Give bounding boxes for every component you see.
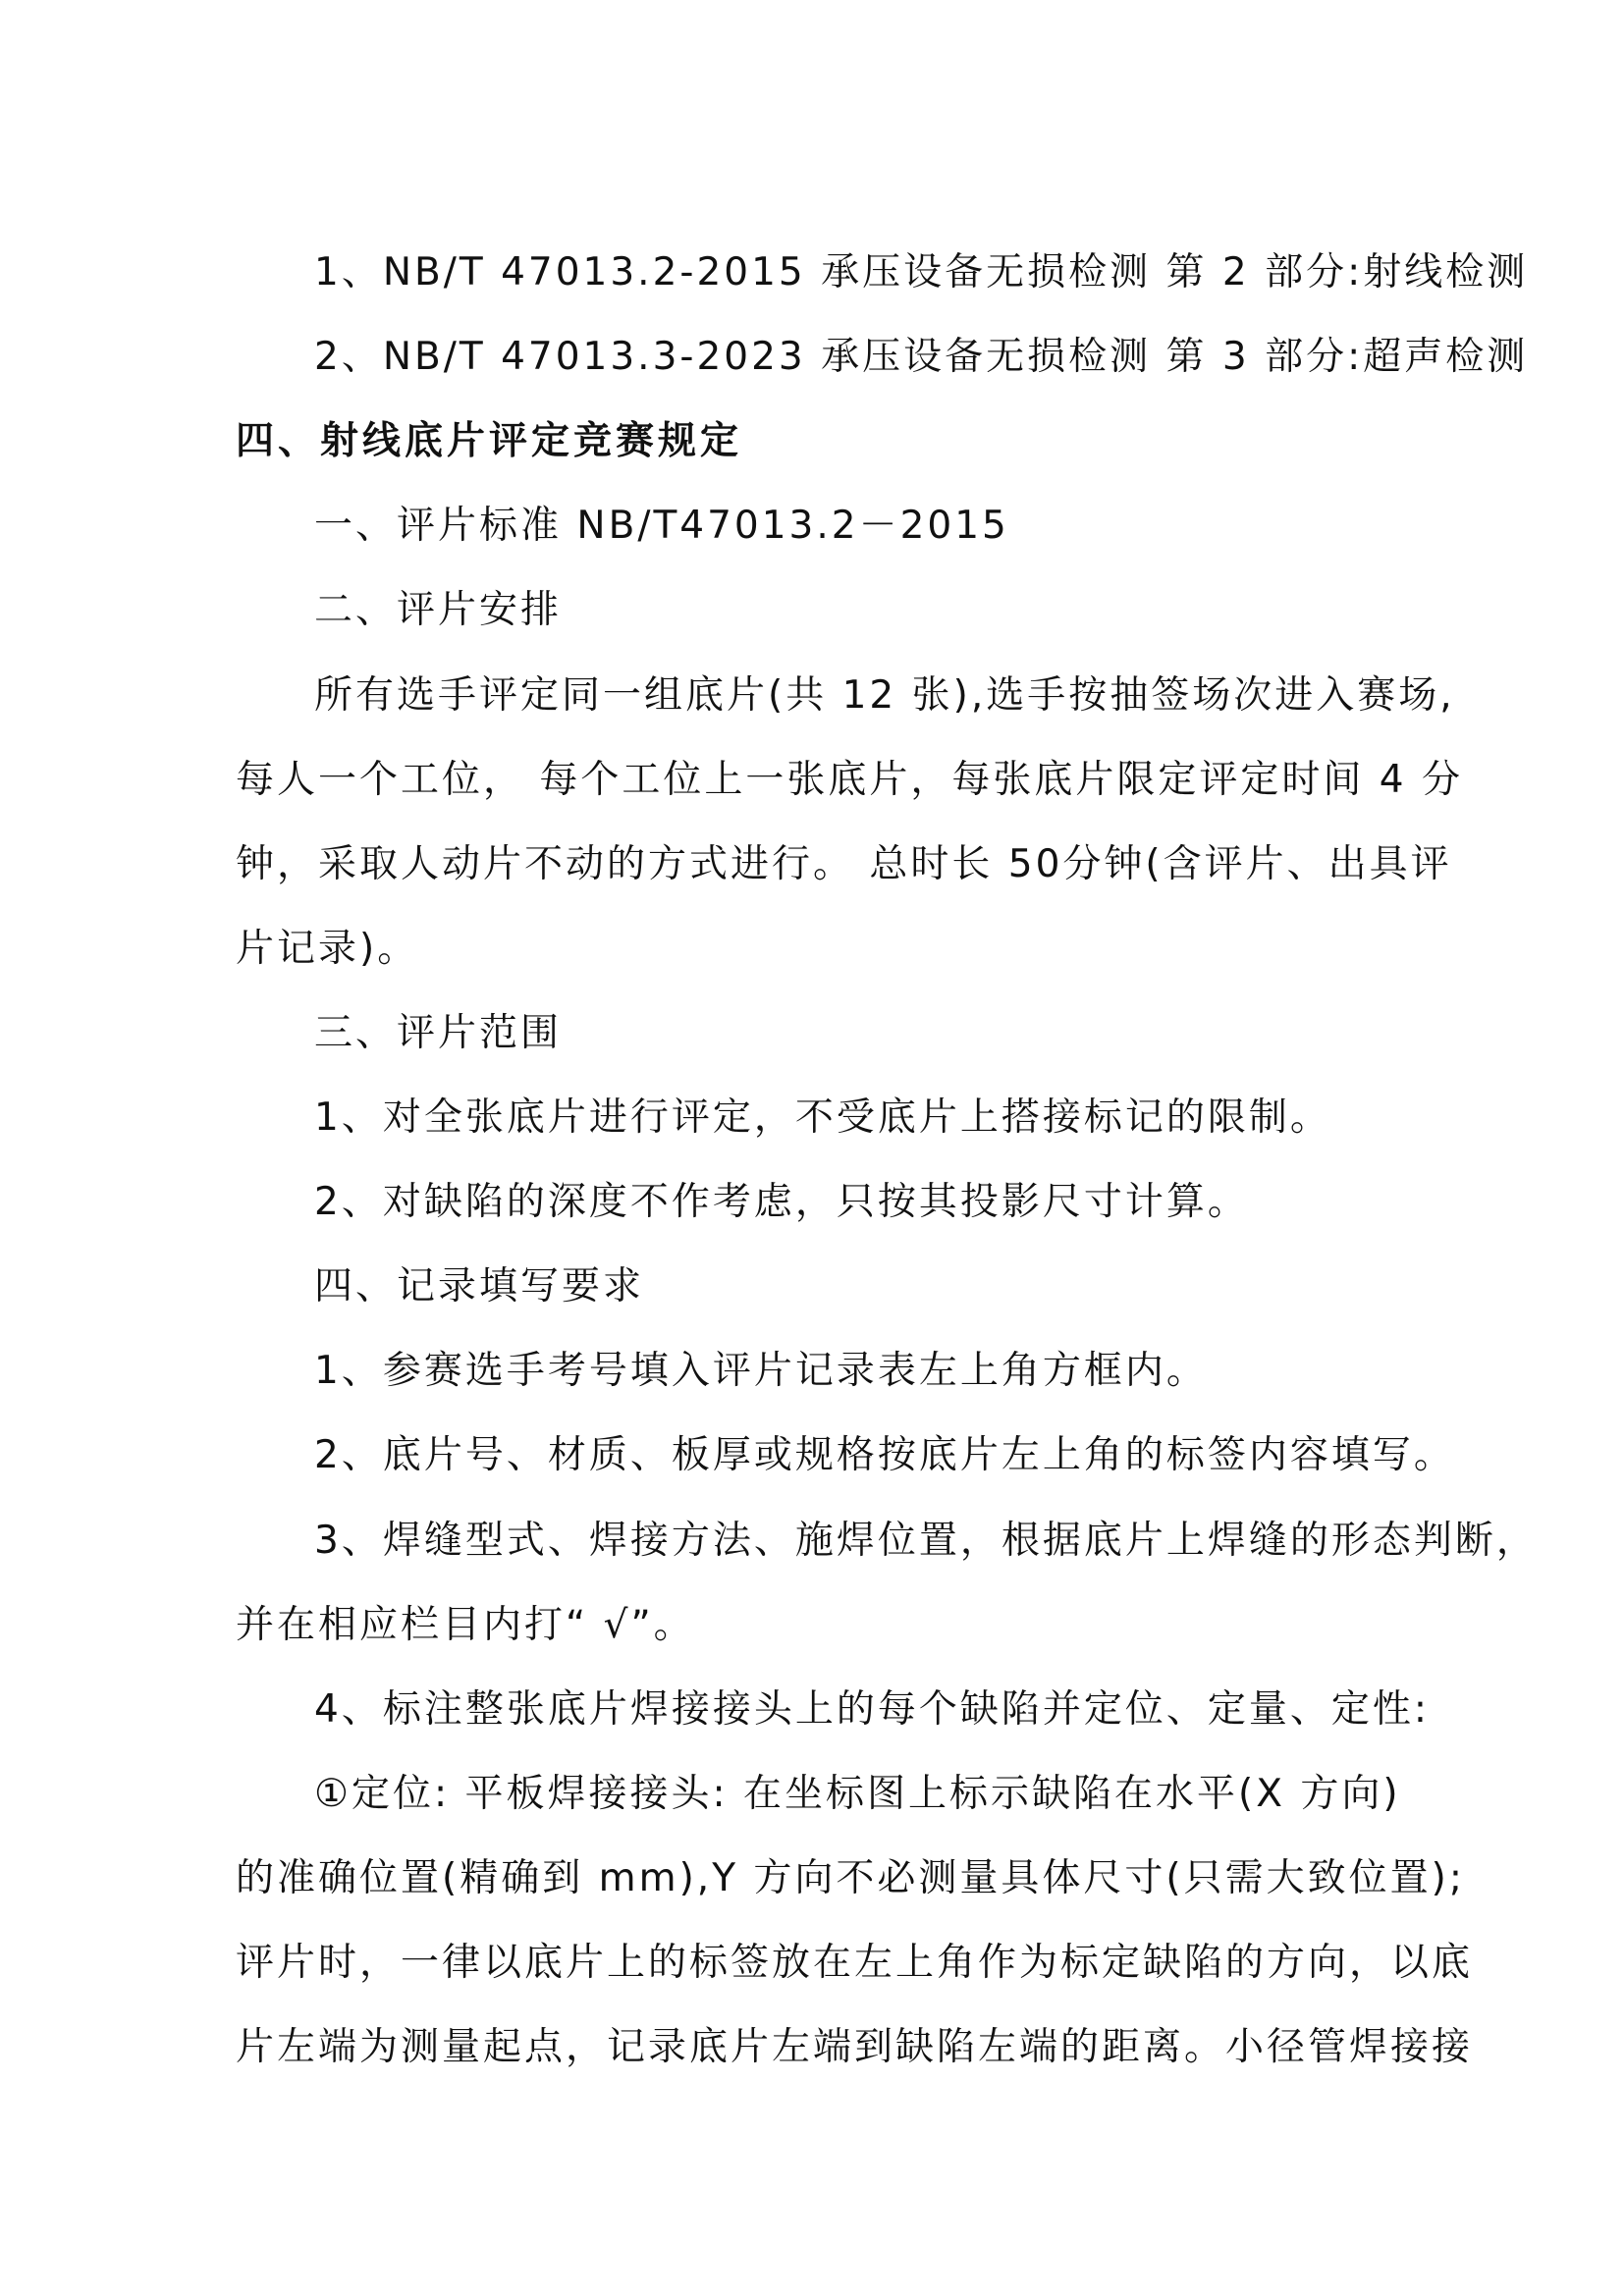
records-title: 四、记录填写要求 bbox=[314, 1264, 645, 1308]
records-item: 1、参赛选手考号填入评片记录表左上角方框内。 bbox=[314, 1349, 1208, 1393]
arrangement-paragraph-line: 片记录)。 bbox=[236, 927, 419, 971]
scope-item: 1、对全张底片进行评定，不受底片上搭接标记的限制。 bbox=[314, 1095, 1331, 1140]
positioning-paragraph-line: 的准确位置(精确到 mm),Y 方向不必测量具体尺寸(只需大致位置); bbox=[236, 1856, 1465, 1900]
section-heading: 四、射线底片评定竞赛规定 bbox=[236, 419, 743, 463]
positioning-paragraph-line: 片左端为测量起点，记录底片左端到缺陷左端的距离。小径管焊接接 bbox=[236, 2025, 1474, 2069]
positioning-paragraph-line: ①定位: 平板焊接接头: 在坐标图上标示缺陷在水平(X 方向) bbox=[314, 1772, 1401, 1816]
standard-item-2: 2、NB/T 47013.3-2023 承压设备无损检测 第 3 部分:超声检测 bbox=[314, 335, 1529, 379]
arrangement-paragraph-line: 每人一个工位， 每个工位上一张底片，每张底片限定评定时间 4 分 bbox=[236, 758, 1464, 802]
records-item: 4、标注整张底片焊接接头上的每个缺陷并定位、定量、定性: bbox=[314, 1687, 1430, 1732]
records-item: 2、底片号、材质、板厚或规格按底片左上角的标签内容填写。 bbox=[314, 1433, 1455, 1477]
scope-title: 三、评片范围 bbox=[314, 1011, 563, 1055]
positioning-paragraph-line: 评片时，一律以底片上的标签放在左上角作为标定缺陷的方向，以底 bbox=[236, 1941, 1474, 1985]
evaluation-standard-line: 一、评片标准 NB/T47013.2－2015 bbox=[314, 504, 1009, 548]
records-item-continuation: 并在相应栏目内打“ √”。 bbox=[236, 1603, 695, 1647]
standard-item-1: 1、NB/T 47013.2-2015 承压设备无损检测 第 2 部分:射线检测 bbox=[314, 250, 1529, 294]
arrangement-paragraph-line: 钟，采取人动片不动的方式进行。 总时长 50分钟(含评片、出具评 bbox=[236, 842, 1452, 886]
records-item: 3、焊缝型式、焊接方法、施焊位置，根据底片上焊缝的形态判断， bbox=[314, 1519, 1538, 1563]
arrangement-title: 二、评片安排 bbox=[314, 588, 563, 632]
arrangement-paragraph-line: 所有选手评定同一组底片(共 12 张),选手按抽签场次进入赛场, bbox=[314, 673, 1455, 718]
scope-item: 2、对缺陷的深度不作考虑，只按其投影尺寸计算。 bbox=[314, 1180, 1249, 1224]
